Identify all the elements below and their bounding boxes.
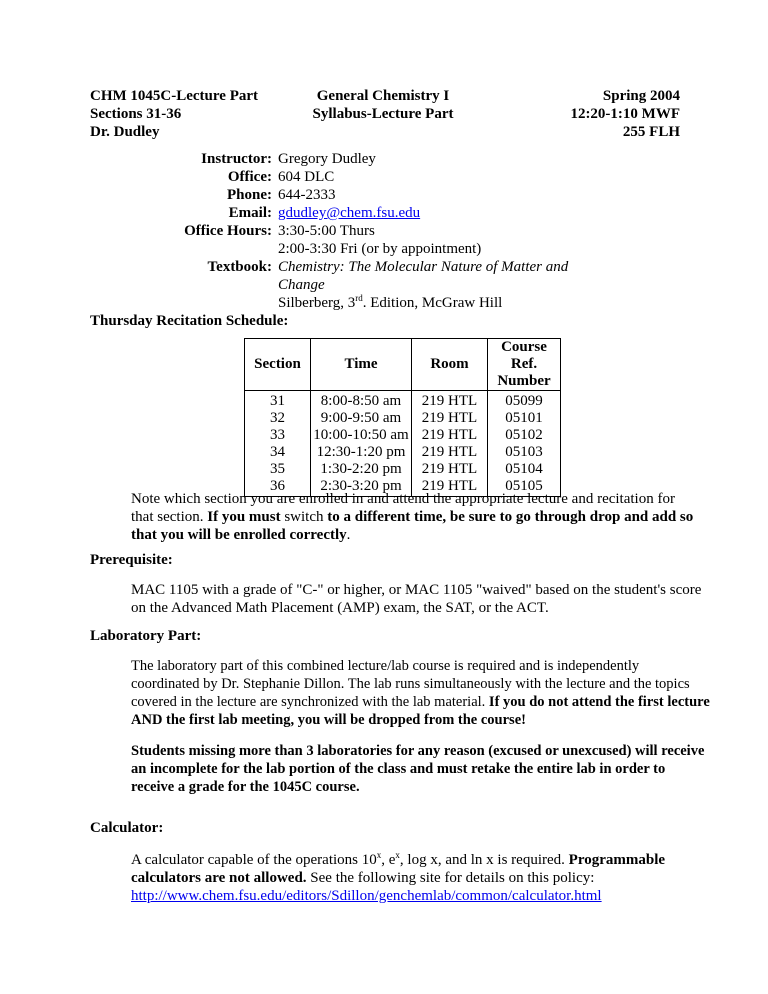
- cell-section: 35: [245, 461, 311, 478]
- course-room: 255 FLH: [622, 124, 680, 140]
- course-time: 12:20-1:10 MWF: [570, 106, 680, 122]
- office-hours-label: Office Hours:: [184, 223, 272, 239]
- col-section: Section: [245, 339, 311, 391]
- office-hours-value-1: 3:30-5:00 Thurs: [278, 223, 375, 239]
- cell-ref: 05099: [488, 391, 561, 411]
- phone-value: 644-2333: [278, 187, 336, 203]
- office-hours-value-2: 2:00-3:30 Fri (or by appointment): [278, 241, 482, 257]
- table-row: [245, 444, 561, 461]
- course-subtitle: Syllabus-Lecture Part: [312, 106, 454, 122]
- cell-room: 219 HTL: [412, 478, 488, 497]
- textbook-label: Textbook:: [207, 259, 272, 275]
- cell-ref: 05105: [488, 478, 561, 497]
- cell-room: 219 HTL: [412, 461, 488, 478]
- cell-time: 8:00-8:50 am: [311, 391, 412, 411]
- calculator-policy-link[interactable]: http://www.chem.fsu.edu/editors/Sdillon/genchemlab/common/calculator.html: [131, 888, 602, 904]
- cell-ref: 05101: [488, 410, 561, 427]
- prerequisite-text: MAC 1105 with a grade of "C-" or higher, or MAC 1105 "waived" based on the student's score on the Advanced Math Placement (AMP) exam, the SAT, or the ACT.: [131, 582, 702, 616]
- email-link[interactable]: gdudley@chem.fsu.edu: [278, 205, 421, 221]
- cell-ref: 05103: [488, 444, 561, 461]
- cell-time: 10:00-10:50 am: [311, 427, 412, 444]
- cell-section: 34: [245, 444, 311, 461]
- table-row: [245, 461, 561, 478]
- recitation-title: Thursday Recitation Schedule:: [90, 313, 289, 329]
- course-sections: Sections 31-36: [90, 106, 182, 122]
- cell-ref: 05102: [488, 427, 561, 444]
- textbook-title-2: Change: [278, 277, 325, 293]
- course-title: General Chemistry I: [316, 88, 450, 104]
- email-label: Email:: [228, 205, 272, 221]
- cell-room: 219 HTL: [412, 444, 488, 461]
- cell-time: 12:30-1:20 pm: [311, 444, 412, 461]
- office-value: 604 DLC: [278, 169, 335, 185]
- col-room: Room: [412, 339, 488, 391]
- cell-room: 219 HTL: [412, 410, 488, 427]
- recitation-table: [244, 338, 561, 497]
- cell-time: 1:30-2:20 pm: [311, 461, 412, 478]
- calculator-text: A calculator capable of the operations 10$^x$, $e^x$, log x, and ln x is required. Programmable calculators are not allowed. See the following site for details on this policy: http://www.chem.fsu.edu/editors/Sdillon/genchemlab/common/calculator.html: [131, 850, 666, 904]
- cell-ref: 05104: [488, 461, 561, 478]
- prerequisite-title: Prerequisite:: [90, 552, 173, 568]
- table-row: [245, 391, 561, 411]
- calculator-title: Calculator:: [90, 820, 164, 836]
- lab-paragraph-2: Students missing more than 3 laboratories for any reason (excused or unexcused) will receive an incomplete for the lab portion of the class and must retake the entire lab in order to receive a grade for the 1045C course.: [131, 743, 705, 795]
- textbook-publisher: Silberberg, 3rd. Edition, McGraw Hill: [278, 293, 503, 311]
- col-ref: Course Ref. Number: [488, 339, 561, 391]
- col-time: Time: [311, 339, 412, 391]
- cell-section: 33: [245, 427, 311, 444]
- cell-time: 2:30-3:20 pm: [311, 478, 412, 497]
- instructor-info: [0, 150, 768, 312]
- office-label: Office:: [227, 169, 272, 185]
- lab-paragraph-1: The laboratory part of this combined lecture/lab course is required and is independently coordinated by Dr. Stephanie Dillon. The lab runs simultaneously with the lecture and the topics covered in the lecture are synchronized with the lab material. If you do not attend the first lecture AND the first lab meeting, you will be dropped from the course!: [131, 658, 710, 728]
- phone-label: Phone:: [227, 187, 272, 203]
- cell-room: 219 HTL: [412, 391, 488, 411]
- course-header-right: [570, 87, 680, 141]
- table-row: [245, 427, 561, 444]
- cell-section: 32: [245, 410, 311, 427]
- course-term: Spring 2004: [602, 88, 680, 104]
- cell-section: 36: [245, 478, 311, 497]
- course-instructor: Dr. Dudley: [90, 124, 160, 140]
- textbook-title-1: Chemistry: The Molecular Nature of Matter and: [278, 259, 569, 275]
- instructor-value: Gregory Dudley: [278, 151, 376, 167]
- course-header-left: [90, 87, 258, 141]
- cell-room: 219 HTL: [412, 427, 488, 444]
- cell-time: 9:00-9:50 am: [311, 410, 412, 427]
- instructor-label: Instructor:: [201, 151, 272, 167]
- table-row: [245, 410, 561, 427]
- course-header-center: [288, 87, 478, 123]
- cell-section: 31: [245, 391, 311, 411]
- lab-title: Laboratory Part:: [90, 628, 202, 644]
- course-code: CHM 1045C-Lecture Part: [90, 88, 259, 104]
- section-note: Note which section you are enrolled in and attend the appropriate lecture and recitation for that section. If you must switch to a different time, be sure to go through drop and add so that you will be enrolled correctly.: [131, 491, 694, 543]
